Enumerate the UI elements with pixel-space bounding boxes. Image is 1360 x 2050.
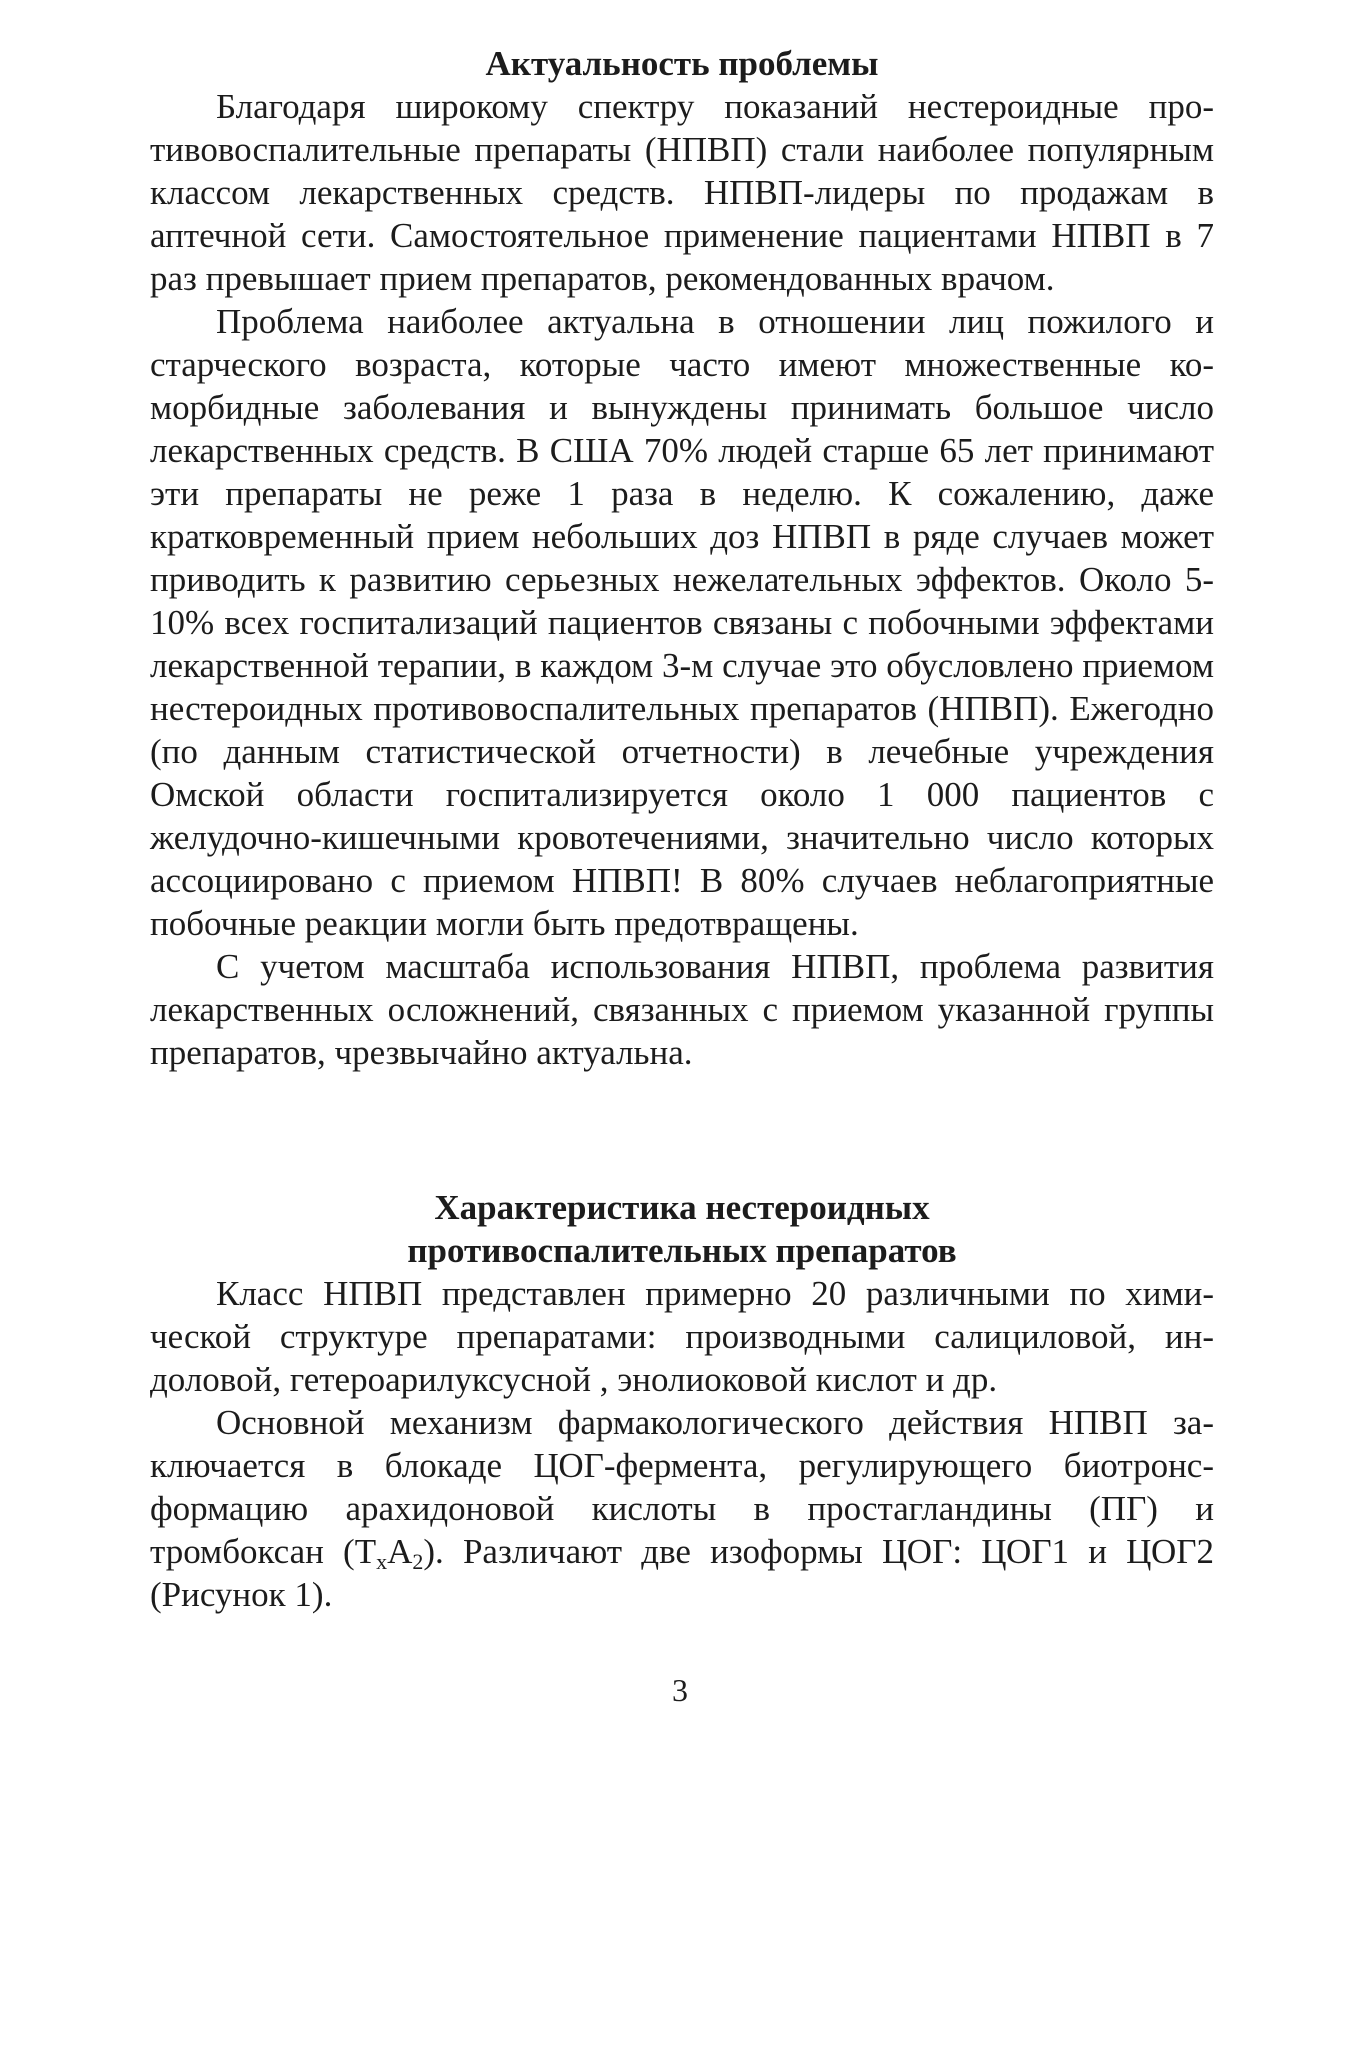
subscript-2: 2 xyxy=(412,1549,424,1574)
paragraph: Проблема наиболее актуальна в отношении лиц пожилого и старческого возраста, которые часто имеют множественные коморбидные заболевания и вынуждены принимать большое число лекарственных средств. В США 70% людей старше 65 лет принимают эти препараты не реже 1 раза в неделю. К сожалению, даже кратковременный прием небольших доз НПВП в ряде случаев может приводить к развитию серьезных нежелательных эффектов. Около 5-10% всех госпитализаций пациентов связаны с побочными эффектами лекарственной терапии, в каждом 3-м случае это обусловлено приемом нестероидных противовоспалительных препаратов (НПВП). Ежегодно (по данным статистической отчетности) в лечебные учреждения Омской области госпитализируется около 1 000 пациентов с желудочно-кишечными кровотечениями, значительно число которых ассоциировано с приемом НПВП! В 80% случаев неблагоприятные побочные реакции могли быть предотвращены. xyxy=(150,302,1214,943)
paragraph-text: ). Различают две изоформы ЦОГ: ЦОГ1 и ЦОГ2 (Рисунок 1). xyxy=(150,1532,1214,1614)
page-content xyxy=(150,42,1214,1616)
section-heading-line-2: противоспалительных препаратов xyxy=(407,1231,957,1270)
paragraph-text: А xyxy=(387,1532,413,1571)
section-spacer xyxy=(150,1074,1214,1186)
section-characteristics xyxy=(150,1186,1214,1616)
subscript-x: х xyxy=(376,1549,388,1574)
paragraph: С учетом масштаба использования НПВП, проблема развития лекарственных осложнений, связанных с приемом указанной группы препаратов, чрезвычайно актуальна. xyxy=(150,947,1214,1072)
paragraph: Класс НПВП представлен примерно 20 различными по химической структуре препаратами: производными салициловой, индоловой, гетероарилуксусной , энолиоковой кислот и др. xyxy=(150,1274,1214,1399)
page-number: 3 xyxy=(672,1672,688,1708)
paragraph: Благодаря широкому спектру показаний нестероидные противовоспалительные препараты (НПВП) стали наиболее популярным классом лекарственных средств. НПВП-лидеры по продажам в аптечной сети. Самостоятельное применение пациентами НПВП в 7 раз превышает прием препаратов, рекомендованных врачом. xyxy=(150,87,1214,298)
paragraph-mechanism xyxy=(150,1401,1214,1616)
paragraph-text: Основной механизм фармакологического действия НПВП заключается в блокаде ЦОГ-фермента, регулирующего биотронсформацию арахидоновой кислоты в простагландины (ПГ) и тромбоксан (Т xyxy=(150,1403,1214,1571)
section-heading-line-1: Характеристика нестероидных xyxy=(434,1188,930,1227)
section-heading-relevance: Актуальность проблемы xyxy=(485,44,879,83)
